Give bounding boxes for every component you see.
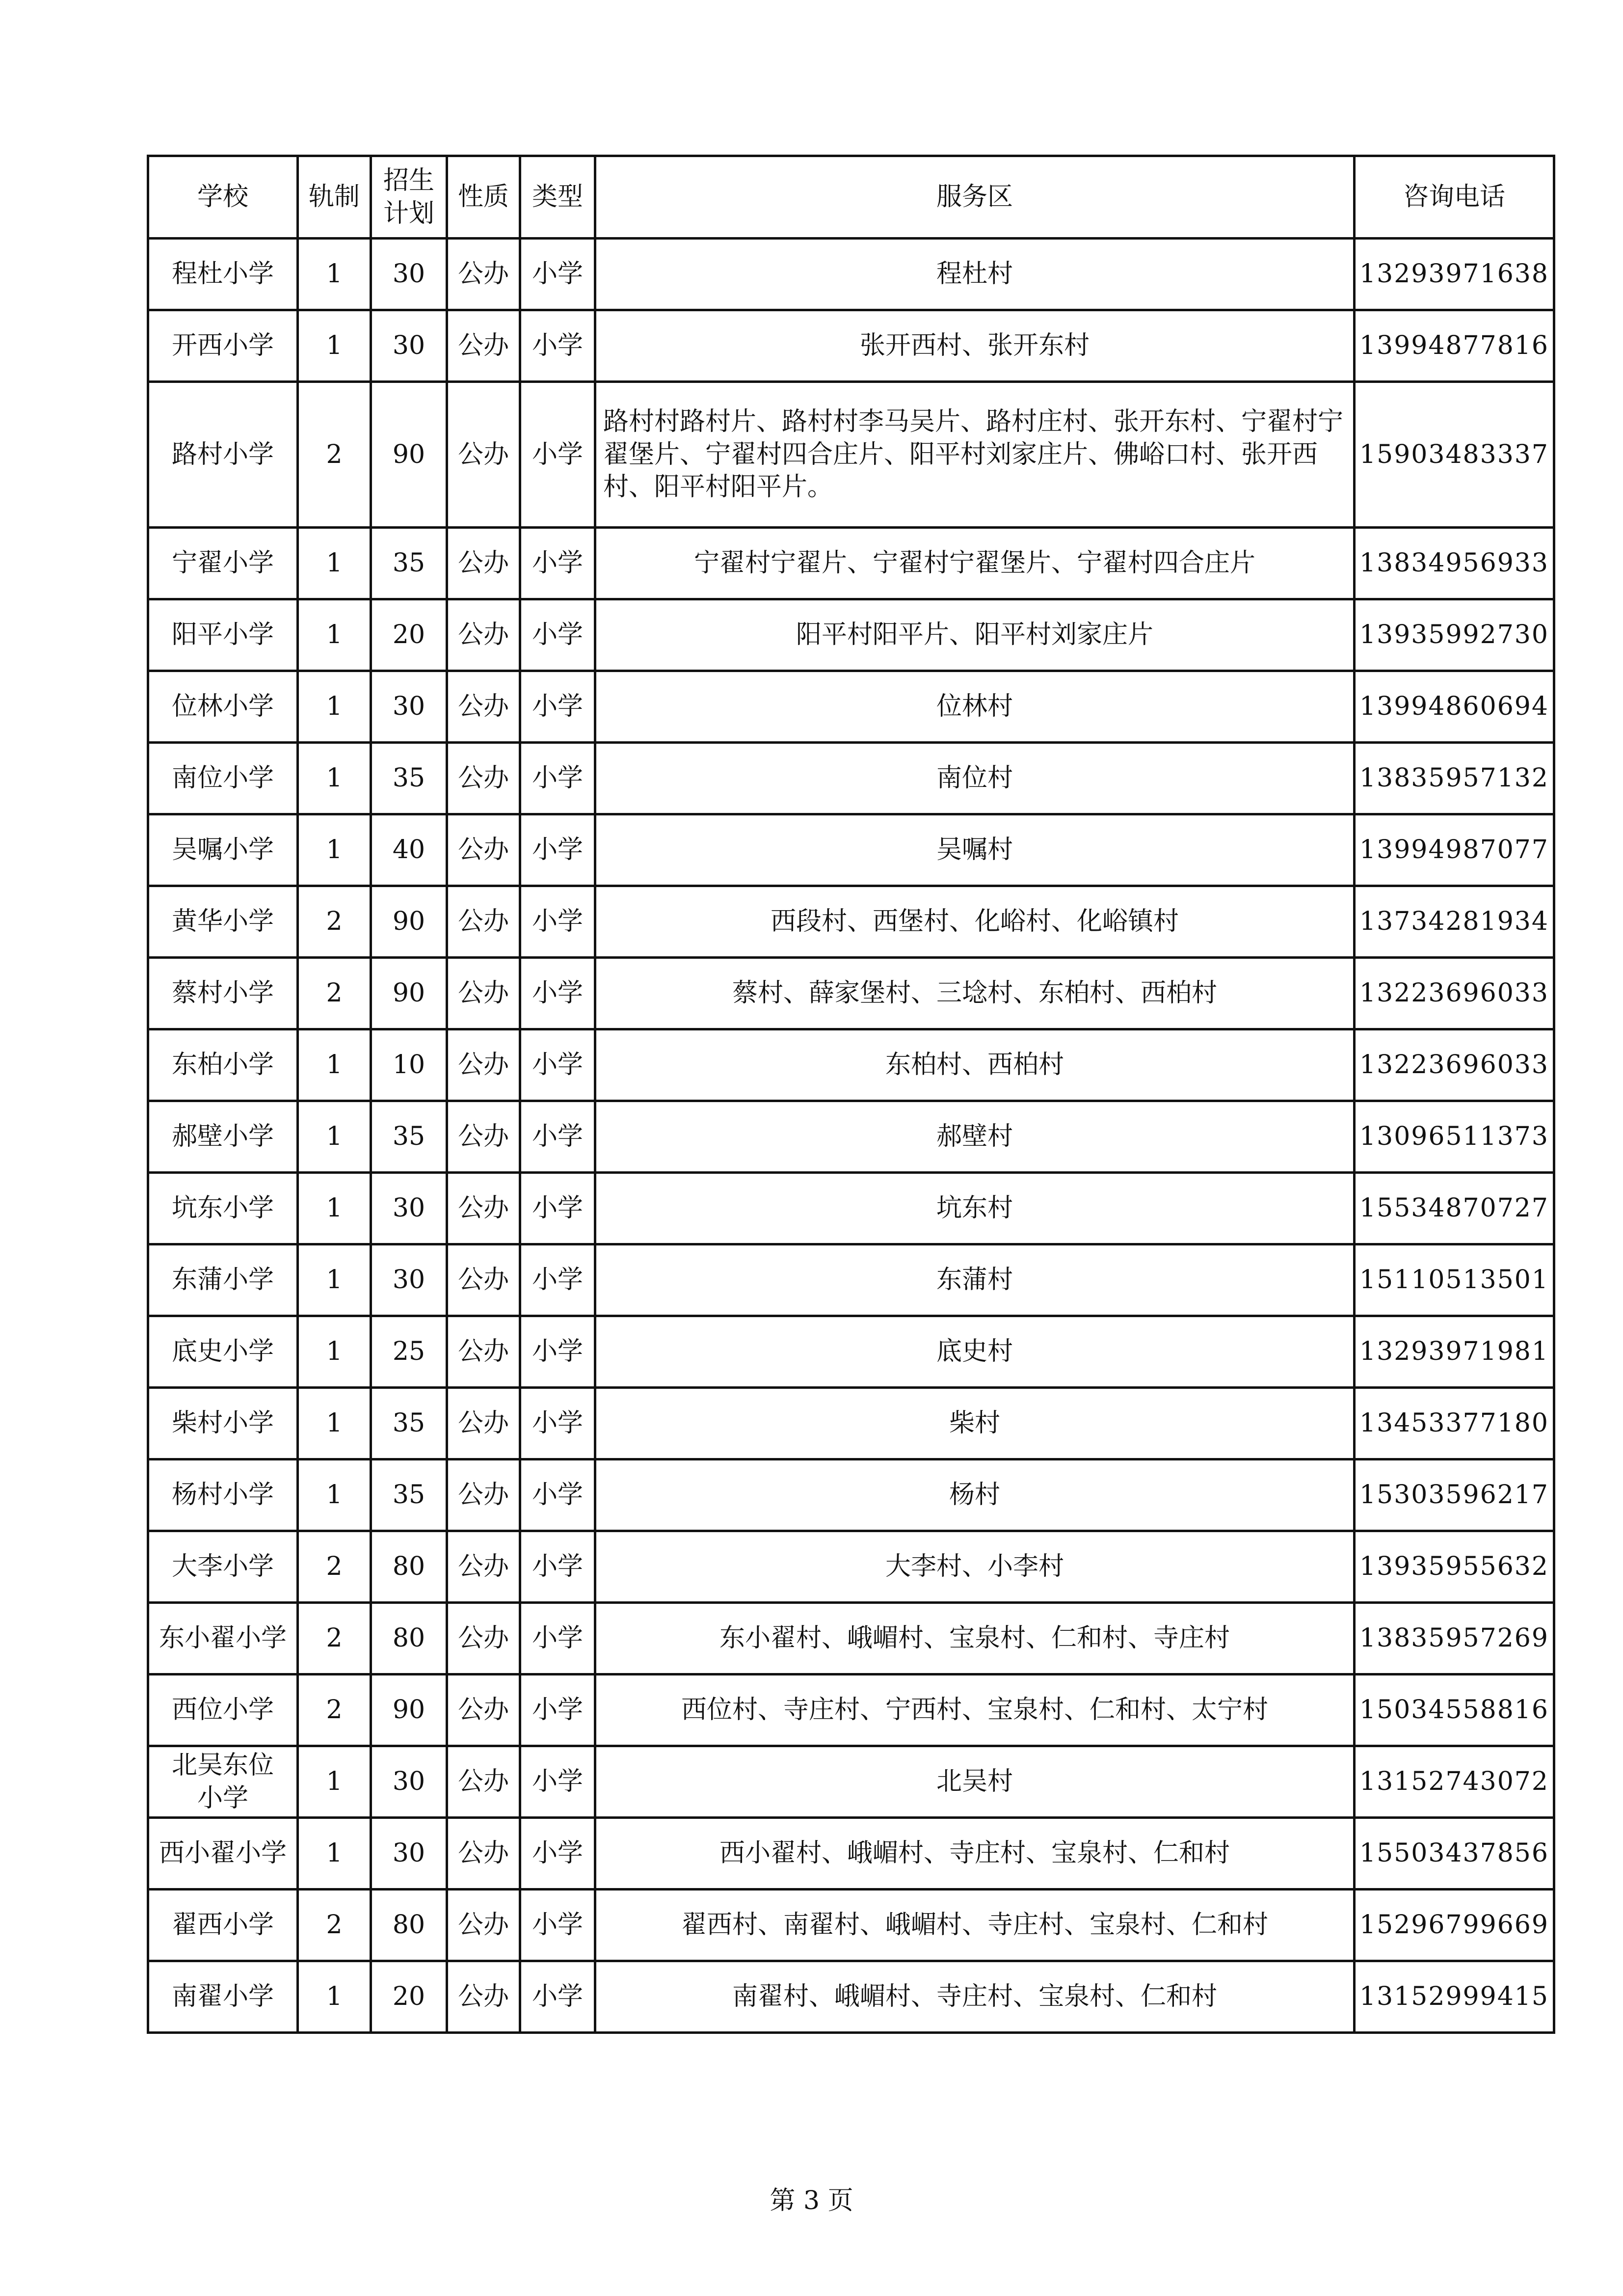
type-cell: 小学 <box>520 1531 595 1603</box>
school-cell: 西位小学 <box>148 1675 298 1746</box>
type-cell: 小学 <box>520 743 595 814</box>
nature-cell: 公办 <box>447 239 520 310</box>
type-cell: 小学 <box>520 239 595 310</box>
phone-cell: 13223696033 <box>1355 1029 1554 1101</box>
table-row <box>148 1603 1554 1675</box>
type-cell: 小学 <box>520 1173 595 1244</box>
phone-cell: 13994987077 <box>1355 814 1554 886</box>
page-number: 第 3 页 <box>770 2186 853 2215</box>
type-cell: 小学 <box>520 1388 595 1459</box>
school-cell: 东柏小学 <box>148 1029 298 1101</box>
tracks-cell: 2 <box>298 1603 371 1675</box>
type-cell: 小学 <box>520 1961 595 2033</box>
table-row <box>148 1746 1554 1818</box>
tracks-cell: 1 <box>298 671 371 743</box>
service-area-cell: 东柏村、西柏村 <box>595 1029 1355 1101</box>
table-row <box>148 1459 1554 1531</box>
service-area-cell: 杨村 <box>595 1459 1355 1531</box>
enrollment-plan-cell: 90 <box>371 382 447 528</box>
service-area-cell: 蔡村、薛家堡村、三埝村、东柏村、西柏村 <box>595 958 1355 1029</box>
table-row <box>148 671 1554 743</box>
type-cell: 小学 <box>520 1029 595 1101</box>
school-cell: 西小翟小学 <box>148 1818 298 1890</box>
school-cell: 翟西小学 <box>148 1890 298 1961</box>
service-area-cell: 吴嘱村 <box>595 814 1355 886</box>
nature-cell: 公办 <box>447 671 520 743</box>
school-cell: 杨村小学 <box>148 1459 298 1531</box>
service-area-cell: 宁翟村宁翟片、宁翟村宁翟堡片、宁翟村四合庄片 <box>595 528 1355 599</box>
enrollment-plan-cell: 10 <box>371 1029 447 1101</box>
nature-cell: 公办 <box>447 958 520 1029</box>
enrollment-plan-cell: 80 <box>371 1531 447 1603</box>
type-cell: 小学 <box>520 528 595 599</box>
tracks-cell: 2 <box>298 958 371 1029</box>
enrollment-plan-cell: 20 <box>371 599 447 671</box>
table-body <box>148 239 1554 2033</box>
tracks-cell: 1 <box>298 310 371 382</box>
header-service-area: 服务区 <box>595 156 1355 239</box>
service-area-cell: 翟西村、南翟村、峨嵋村、寺庄村、宝泉村、仁和村 <box>595 1890 1355 1961</box>
enrollment-plan-cell: 35 <box>371 528 447 599</box>
nature-cell: 公办 <box>447 1675 520 1746</box>
tracks-cell: 1 <box>298 1029 371 1101</box>
tracks-cell: 1 <box>298 1388 371 1459</box>
enrollment-plan-cell: 35 <box>371 743 447 814</box>
type-cell: 小学 <box>520 1890 595 1961</box>
service-area-cell: 张开西村、张开东村 <box>595 310 1355 382</box>
school-cell: 蔡村小学 <box>148 958 298 1029</box>
service-area-cell: 南翟村、峨嵋村、寺庄村、宝泉村、仁和村 <box>595 1961 1355 2033</box>
enrollment-plan-cell: 35 <box>371 1388 447 1459</box>
table-row <box>148 1818 1554 1890</box>
nature-cell: 公办 <box>447 1961 520 2033</box>
nature-cell: 公办 <box>447 1459 520 1531</box>
phone-cell: 15296799669 <box>1355 1890 1554 1961</box>
table-row <box>148 743 1554 814</box>
tracks-cell: 1 <box>298 239 371 310</box>
tracks-cell: 1 <box>298 1316 371 1388</box>
phone-cell: 13935992730 <box>1355 599 1554 671</box>
school-cell: 程杜小学 <box>148 239 298 310</box>
table-row <box>148 1101 1554 1173</box>
phone-cell: 13293971638 <box>1355 239 1554 310</box>
phone-cell: 13835957269 <box>1355 1603 1554 1675</box>
phone-cell: 13453377180 <box>1355 1388 1554 1459</box>
enrollment-plan-cell: 20 <box>371 1961 447 2033</box>
nature-cell: 公办 <box>447 528 520 599</box>
nature-cell: 公办 <box>447 814 520 886</box>
nature-cell: 公办 <box>447 1316 520 1388</box>
enrollment-plan-cell: 90 <box>371 958 447 1029</box>
table-row <box>148 1173 1554 1244</box>
tracks-cell: 1 <box>298 743 371 814</box>
nature-cell: 公办 <box>447 310 520 382</box>
school-cell: 宁翟小学 <box>148 528 298 599</box>
table-header-row <box>148 156 1554 239</box>
school-cell: 郝壁小学 <box>148 1101 298 1173</box>
table-row <box>148 599 1554 671</box>
service-area-cell: 东蒲村 <box>595 1244 1355 1316</box>
school-cell: 坑东小学 <box>148 1173 298 1244</box>
enrollment-plan-cell: 35 <box>371 1101 447 1173</box>
header-type: 类型 <box>520 156 595 239</box>
header-enrollment-plan: 招生 计划 <box>371 156 447 239</box>
school-cell: 东小翟小学 <box>148 1603 298 1675</box>
tracks-cell: 2 <box>298 382 371 528</box>
phone-cell: 13835957132 <box>1355 743 1554 814</box>
type-cell: 小学 <box>520 1101 595 1173</box>
enrollment-plan-cell: 30 <box>371 1818 447 1890</box>
tracks-cell: 1 <box>298 814 371 886</box>
nature-cell: 公办 <box>447 1029 520 1101</box>
school-cell: 路村小学 <box>148 382 298 528</box>
enrollment-plan-cell: 80 <box>371 1603 447 1675</box>
nature-cell: 公办 <box>447 599 520 671</box>
table-row <box>148 1675 1554 1746</box>
service-area-cell: 柴村 <box>595 1388 1355 1459</box>
tracks-cell: 1 <box>298 1101 371 1173</box>
phone-cell: 13152999415 <box>1355 1961 1554 2033</box>
type-cell: 小学 <box>520 1459 595 1531</box>
school-cell: 南位小学 <box>148 743 298 814</box>
service-area-cell: 程杜村 <box>595 239 1355 310</box>
phone-cell: 15503437856 <box>1355 1818 1554 1890</box>
type-cell: 小学 <box>520 310 595 382</box>
phone-cell: 13994877816 <box>1355 310 1554 382</box>
enrollment-plan-cell: 40 <box>371 814 447 886</box>
type-cell: 小学 <box>520 886 595 958</box>
nature-cell: 公办 <box>447 1746 520 1818</box>
school-cell: 开西小学 <box>148 310 298 382</box>
type-cell: 小学 <box>520 1603 595 1675</box>
phone-cell: 15110513501 <box>1355 1244 1554 1316</box>
type-cell: 小学 <box>520 1818 595 1890</box>
phone-cell: 15303596217 <box>1355 1459 1554 1531</box>
type-cell: 小学 <box>520 814 595 886</box>
school-cell: 大李小学 <box>148 1531 298 1603</box>
nature-cell: 公办 <box>447 1890 520 1961</box>
type-cell: 小学 <box>520 958 595 1029</box>
table-row <box>148 1961 1554 2033</box>
service-area-cell: 西段村、西堡村、化峪村、化峪镇村 <box>595 886 1355 958</box>
tracks-cell: 2 <box>298 1531 371 1603</box>
table-row <box>148 310 1554 382</box>
tracks-cell: 1 <box>298 1244 371 1316</box>
phone-cell: 13734281934 <box>1355 886 1554 958</box>
enrollment-plan-cell: 30 <box>371 1173 447 1244</box>
header-school: 学校 <box>148 156 298 239</box>
enrollment-plan-cell: 90 <box>371 1675 447 1746</box>
nature-cell: 公办 <box>447 743 520 814</box>
school-cell: 吴嘱小学 <box>148 814 298 886</box>
table-row <box>148 958 1554 1029</box>
tracks-cell: 1 <box>298 1746 371 1818</box>
phone-cell: 13152743072 <box>1355 1746 1554 1818</box>
enrollment-plan-cell: 80 <box>371 1890 447 1961</box>
nature-cell: 公办 <box>447 1244 520 1316</box>
enrollment-plan-cell: 30 <box>371 239 447 310</box>
nature-cell: 公办 <box>447 1818 520 1890</box>
nature-cell: 公办 <box>447 1531 520 1603</box>
table-row <box>148 239 1554 310</box>
school-cell: 北吴东位 小学 <box>148 1746 298 1818</box>
service-area-cell: 路村村路村片、路村村李马吴片、路村庄村、张开东村、宁翟村宁翟堡片、宁翟村四合庄片、阳平村刘家庄片、佛峪口村、张开西村、阳平村阳平片。 <box>595 382 1355 528</box>
enrollment-plan-cell: 25 <box>371 1316 447 1388</box>
school-cell: 东蒲小学 <box>148 1244 298 1316</box>
service-area-cell: 西小翟村、峨嵋村、寺庄村、宝泉村、仁和村 <box>595 1818 1355 1890</box>
table-row <box>148 1244 1554 1316</box>
type-cell: 小学 <box>520 599 595 671</box>
table-row <box>148 886 1554 958</box>
table-row <box>148 382 1554 528</box>
table-row <box>148 1029 1554 1101</box>
enrollment-plan-cell: 30 <box>371 671 447 743</box>
phone-cell: 13834956933 <box>1355 528 1554 599</box>
type-cell: 小学 <box>520 1675 595 1746</box>
phone-cell: 13223696033 <box>1355 958 1554 1029</box>
phone-cell: 15903483337 <box>1355 382 1554 528</box>
service-area-cell: 西位村、寺庄村、宁西村、宝泉村、仁和村、太宁村 <box>595 1675 1355 1746</box>
service-area-cell: 南位村 <box>595 743 1355 814</box>
tracks-cell: 1 <box>298 1459 371 1531</box>
table-row <box>148 528 1554 599</box>
phone-cell: 13096511373 <box>1355 1101 1554 1173</box>
tracks-cell: 1 <box>298 1818 371 1890</box>
table-row <box>148 814 1554 886</box>
enrollment-plan-cell: 30 <box>371 310 447 382</box>
enrollment-plan-cell: 30 <box>371 1746 447 1818</box>
nature-cell: 公办 <box>447 1101 520 1173</box>
tracks-cell: 2 <box>298 1675 371 1746</box>
header-nature: 性质 <box>447 156 520 239</box>
nature-cell: 公办 <box>447 1388 520 1459</box>
tracks-cell: 1 <box>298 1173 371 1244</box>
table-row <box>148 1388 1554 1459</box>
school-cell: 南翟小学 <box>148 1961 298 2033</box>
school-cell: 柴村小学 <box>148 1388 298 1459</box>
tracks-cell: 1 <box>298 1961 371 2033</box>
service-area-cell: 阳平村阳平片、阳平村刘家庄片 <box>595 599 1355 671</box>
service-area-cell: 坑东村 <box>595 1173 1355 1244</box>
nature-cell: 公办 <box>447 1603 520 1675</box>
school-enrollment-table <box>147 155 1555 2034</box>
header-phone: 咨询电话 <box>1355 156 1554 239</box>
tracks-cell: 2 <box>298 1890 371 1961</box>
type-cell: 小学 <box>520 671 595 743</box>
service-area-cell: 大李村、小李村 <box>595 1531 1355 1603</box>
phone-cell: 13293971981 <box>1355 1316 1554 1388</box>
type-cell: 小学 <box>520 382 595 528</box>
school-cell: 位林小学 <box>148 671 298 743</box>
service-area-cell: 底史村 <box>595 1316 1355 1388</box>
service-area-cell: 位林村 <box>595 671 1355 743</box>
tracks-cell: 1 <box>298 599 371 671</box>
enrollment-plan-cell: 90 <box>371 886 447 958</box>
type-cell: 小学 <box>520 1746 595 1818</box>
phone-cell: 15034558816 <box>1355 1675 1554 1746</box>
header-tracks: 轨制 <box>298 156 371 239</box>
nature-cell: 公办 <box>447 1173 520 1244</box>
school-cell: 黄华小学 <box>148 886 298 958</box>
table-row <box>148 1890 1554 1961</box>
phone-cell: 13935955632 <box>1355 1531 1554 1603</box>
phone-cell: 13994860694 <box>1355 671 1554 743</box>
service-area-cell: 北吴村 <box>595 1746 1355 1818</box>
tracks-cell: 2 <box>298 886 371 958</box>
enrollment-plan-cell: 30 <box>371 1244 447 1316</box>
type-cell: 小学 <box>520 1316 595 1388</box>
service-area-cell: 东小翟村、峨嵋村、宝泉村、仁和村、寺庄村 <box>595 1603 1355 1675</box>
nature-cell: 公办 <box>447 382 520 528</box>
service-area-cell: 郝壁村 <box>595 1101 1355 1173</box>
phone-cell: 15534870727 <box>1355 1173 1554 1244</box>
nature-cell: 公办 <box>447 886 520 958</box>
school-cell: 底史小学 <box>148 1316 298 1388</box>
school-cell: 阳平小学 <box>148 599 298 671</box>
type-cell: 小学 <box>520 1244 595 1316</box>
enrollment-plan-cell: 35 <box>371 1459 447 1531</box>
table-row <box>148 1531 1554 1603</box>
tracks-cell: 1 <box>298 528 371 599</box>
table-row <box>148 1316 1554 1388</box>
